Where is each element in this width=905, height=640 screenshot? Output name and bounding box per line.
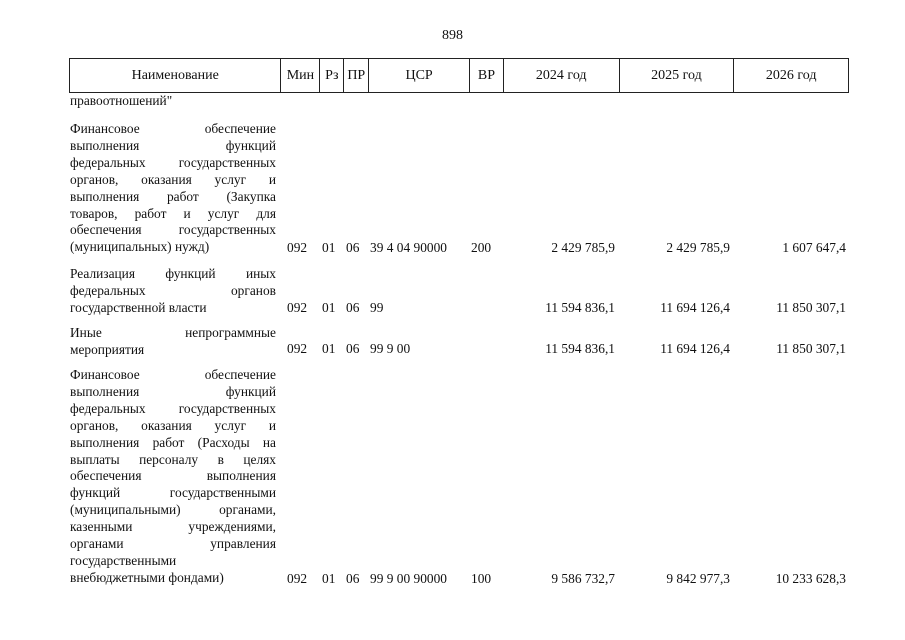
table-row-name: Финансовое обеспечение выполнения функций федеральных государственных органов, оказания услуг и выполнения работ (Закупка товаров, работ и услуг для обеспечения государственных (муниципальных) нужд) xyxy=(70,121,276,255)
cell-vr: 100 xyxy=(471,571,492,586)
cell-rz: 01 xyxy=(322,341,336,356)
header-vr: ВР xyxy=(470,59,504,92)
cell-2026: 11 850 307,1 xyxy=(776,341,846,356)
cell-2024: 9 586 732,7 xyxy=(551,571,615,586)
cell-csr: 99 9 00 xyxy=(370,341,411,356)
table-row-name: Иные непрограммные мероприятия xyxy=(70,325,276,357)
cell-2025: 2 429 785,9 xyxy=(666,240,730,255)
cell-2026: 11 850 307,1 xyxy=(776,300,846,315)
cell-pr: 06 xyxy=(346,300,360,315)
cell-2025: 9 842 977,3 xyxy=(666,571,730,586)
header-rz: Рз xyxy=(320,59,344,92)
header-name: Наименование xyxy=(70,59,281,92)
page-number: 898 xyxy=(442,28,463,43)
cell-min: 092 xyxy=(287,341,308,356)
carryover-text: правоотношений" xyxy=(70,93,173,108)
cell-min: 092 xyxy=(287,240,308,255)
cell-csr: 39 4 04 90000 xyxy=(370,240,447,255)
cell-2024: 11 594 836,1 xyxy=(545,341,615,356)
table-row-name: Реализация функций иных федеральных органов государственной власти xyxy=(70,266,276,315)
header-2026: 2026 год xyxy=(765,67,817,83)
cell-vr: 200 xyxy=(471,240,492,255)
header-pr: ПР xyxy=(344,59,369,92)
cell-2024: 11 594 836,1 xyxy=(545,300,615,315)
cell-pr: 06 xyxy=(346,571,360,586)
header-2025: 2025 год xyxy=(620,59,735,92)
cell-rz: 01 xyxy=(322,300,336,315)
cell-pr: 06 xyxy=(346,240,360,255)
table-row-name: Финансовое обеспечение выполнения функций федеральных государственных органов, оказания услуг и выполнения работ (Расходы на выплаты персоналу в целях обеспечения выполнения функций государственными (муниципальными) органами, казенными учреждениями, органами управления государственными внебюджетными фондами) xyxy=(70,367,276,585)
cell-2026: 1 607 647,4 xyxy=(782,240,846,255)
header-min: Мин xyxy=(281,59,320,92)
cell-csr: 99 xyxy=(370,300,384,315)
cell-min: 092 xyxy=(287,300,308,315)
cell-csr: 99 9 00 90000 xyxy=(370,571,447,586)
header-csr: ЦСР xyxy=(369,59,470,92)
cell-2024: 2 429 785,9 xyxy=(551,240,615,255)
cell-min: 092 xyxy=(287,571,308,586)
cell-rz: 01 xyxy=(322,571,336,586)
cell-rz: 01 xyxy=(322,240,336,255)
cell-2025: 11 694 126,4 xyxy=(660,341,730,356)
cell-2025: 11 694 126,4 xyxy=(660,300,730,315)
header-2024: 2024 год xyxy=(504,59,620,92)
table-header xyxy=(69,58,849,93)
cell-pr: 06 xyxy=(346,341,360,356)
cell-2026: 10 233 628,3 xyxy=(775,571,846,586)
